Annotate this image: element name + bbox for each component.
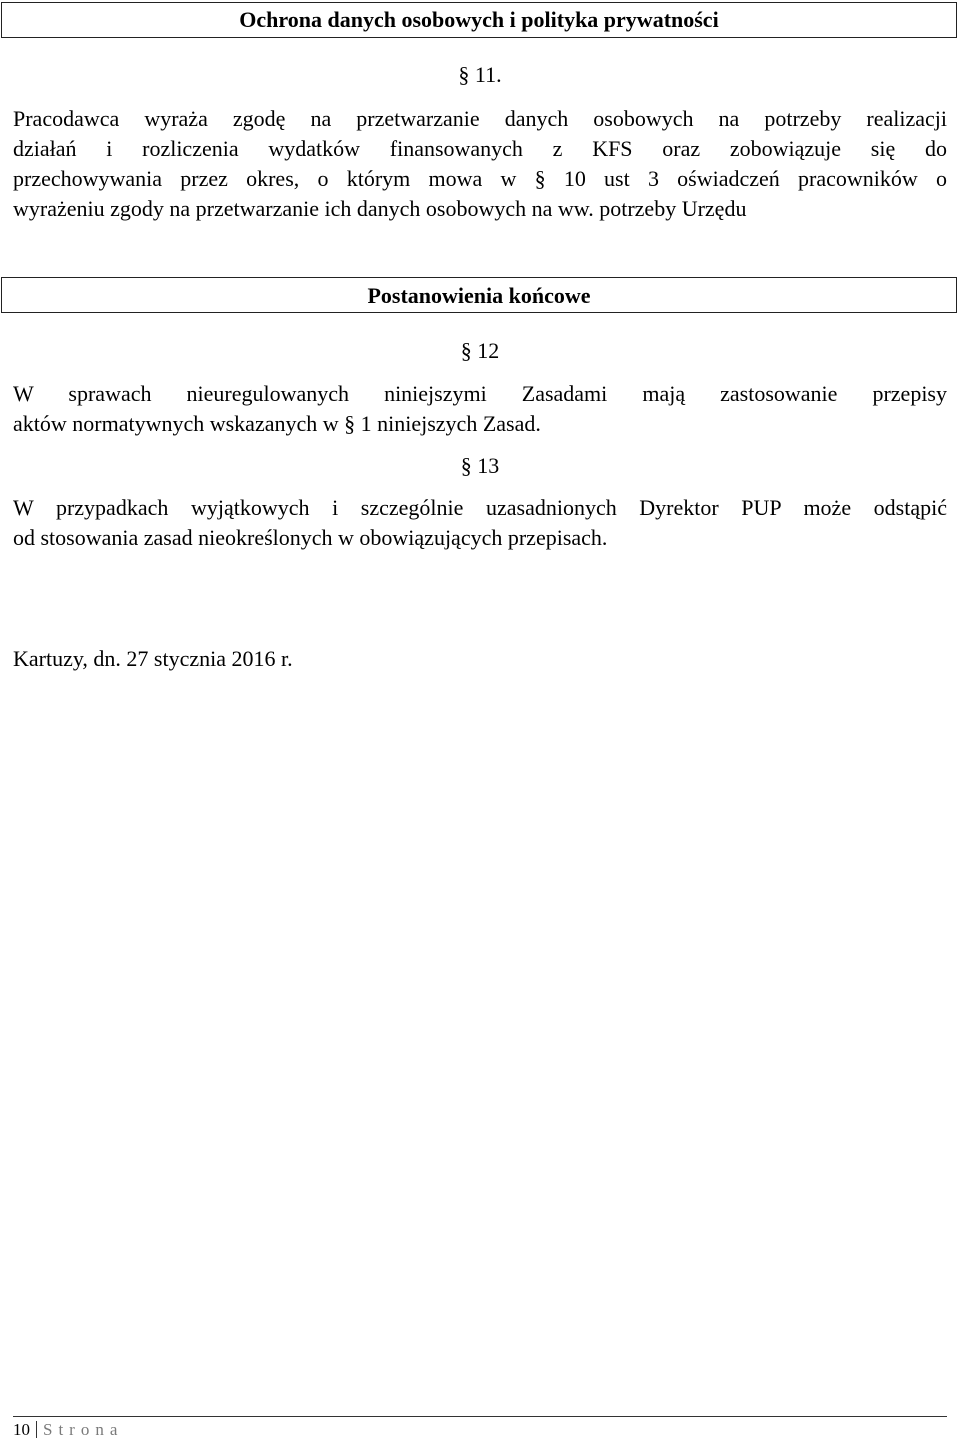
place-date: Kartuzy, dn. 27 stycznia 2016 r. <box>13 646 293 671</box>
paragraph-number-12: § 12 <box>460 338 500 363</box>
paragraph-13-line: W przypadkach wyjątkowych i szczególnie uzasadnionych Dyrektor PUP może odstąpić <box>13 495 947 520</box>
paragraph-number-13: § 13 <box>460 453 500 478</box>
paragraph-11-text <box>13 104 947 224</box>
paragraph-13-text <box>13 493 947 553</box>
section-title-final <box>1 277 957 313</box>
page-footer <box>13 1416 947 1438</box>
paragraph-12-line: W sprawach nieuregulowanych niniejszymi Zasadami mają zastosowanie przepisy <box>13 381 947 406</box>
paragraph-11-line: Pracodawca wyraża zgodę na przetwarzanie danych osobowych na potrzeby realizacji <box>13 106 947 131</box>
paragraph-11-line: wyrażeniu zgody na przetwarzanie ich danych osobowych na ww. potrzeby Urzędu <box>13 196 747 221</box>
page-label: Strona <box>43 1420 124 1439</box>
paragraph-11-line: działań i rozliczenia wydatków finansowanych z KFS oraz zobowiązuje się do <box>13 136 947 161</box>
paragraph-number-11: § 11. <box>458 62 502 87</box>
paragraph-12-text <box>13 379 947 439</box>
section-title-privacy-text: Ochrona danych osobowych i polityka prywatności <box>239 7 719 32</box>
section-title-privacy <box>1 2 957 38</box>
paragraph-11-line: przechowywania przez okres, o którym mowa w § 10 ust 3 oświadczeń pracowników o <box>13 166 947 191</box>
page-number: 10 <box>13 1421 37 1438</box>
section-title-final-text: Postanowienia końcowe <box>367 283 591 308</box>
paragraph-13-line: od stosowania zasad nieokreślonych w obowiązujących przepisach. <box>13 525 608 550</box>
paragraph-12-line: aktów normatywnych wskazanych w § 1 niniejszych Zasad. <box>13 411 541 436</box>
